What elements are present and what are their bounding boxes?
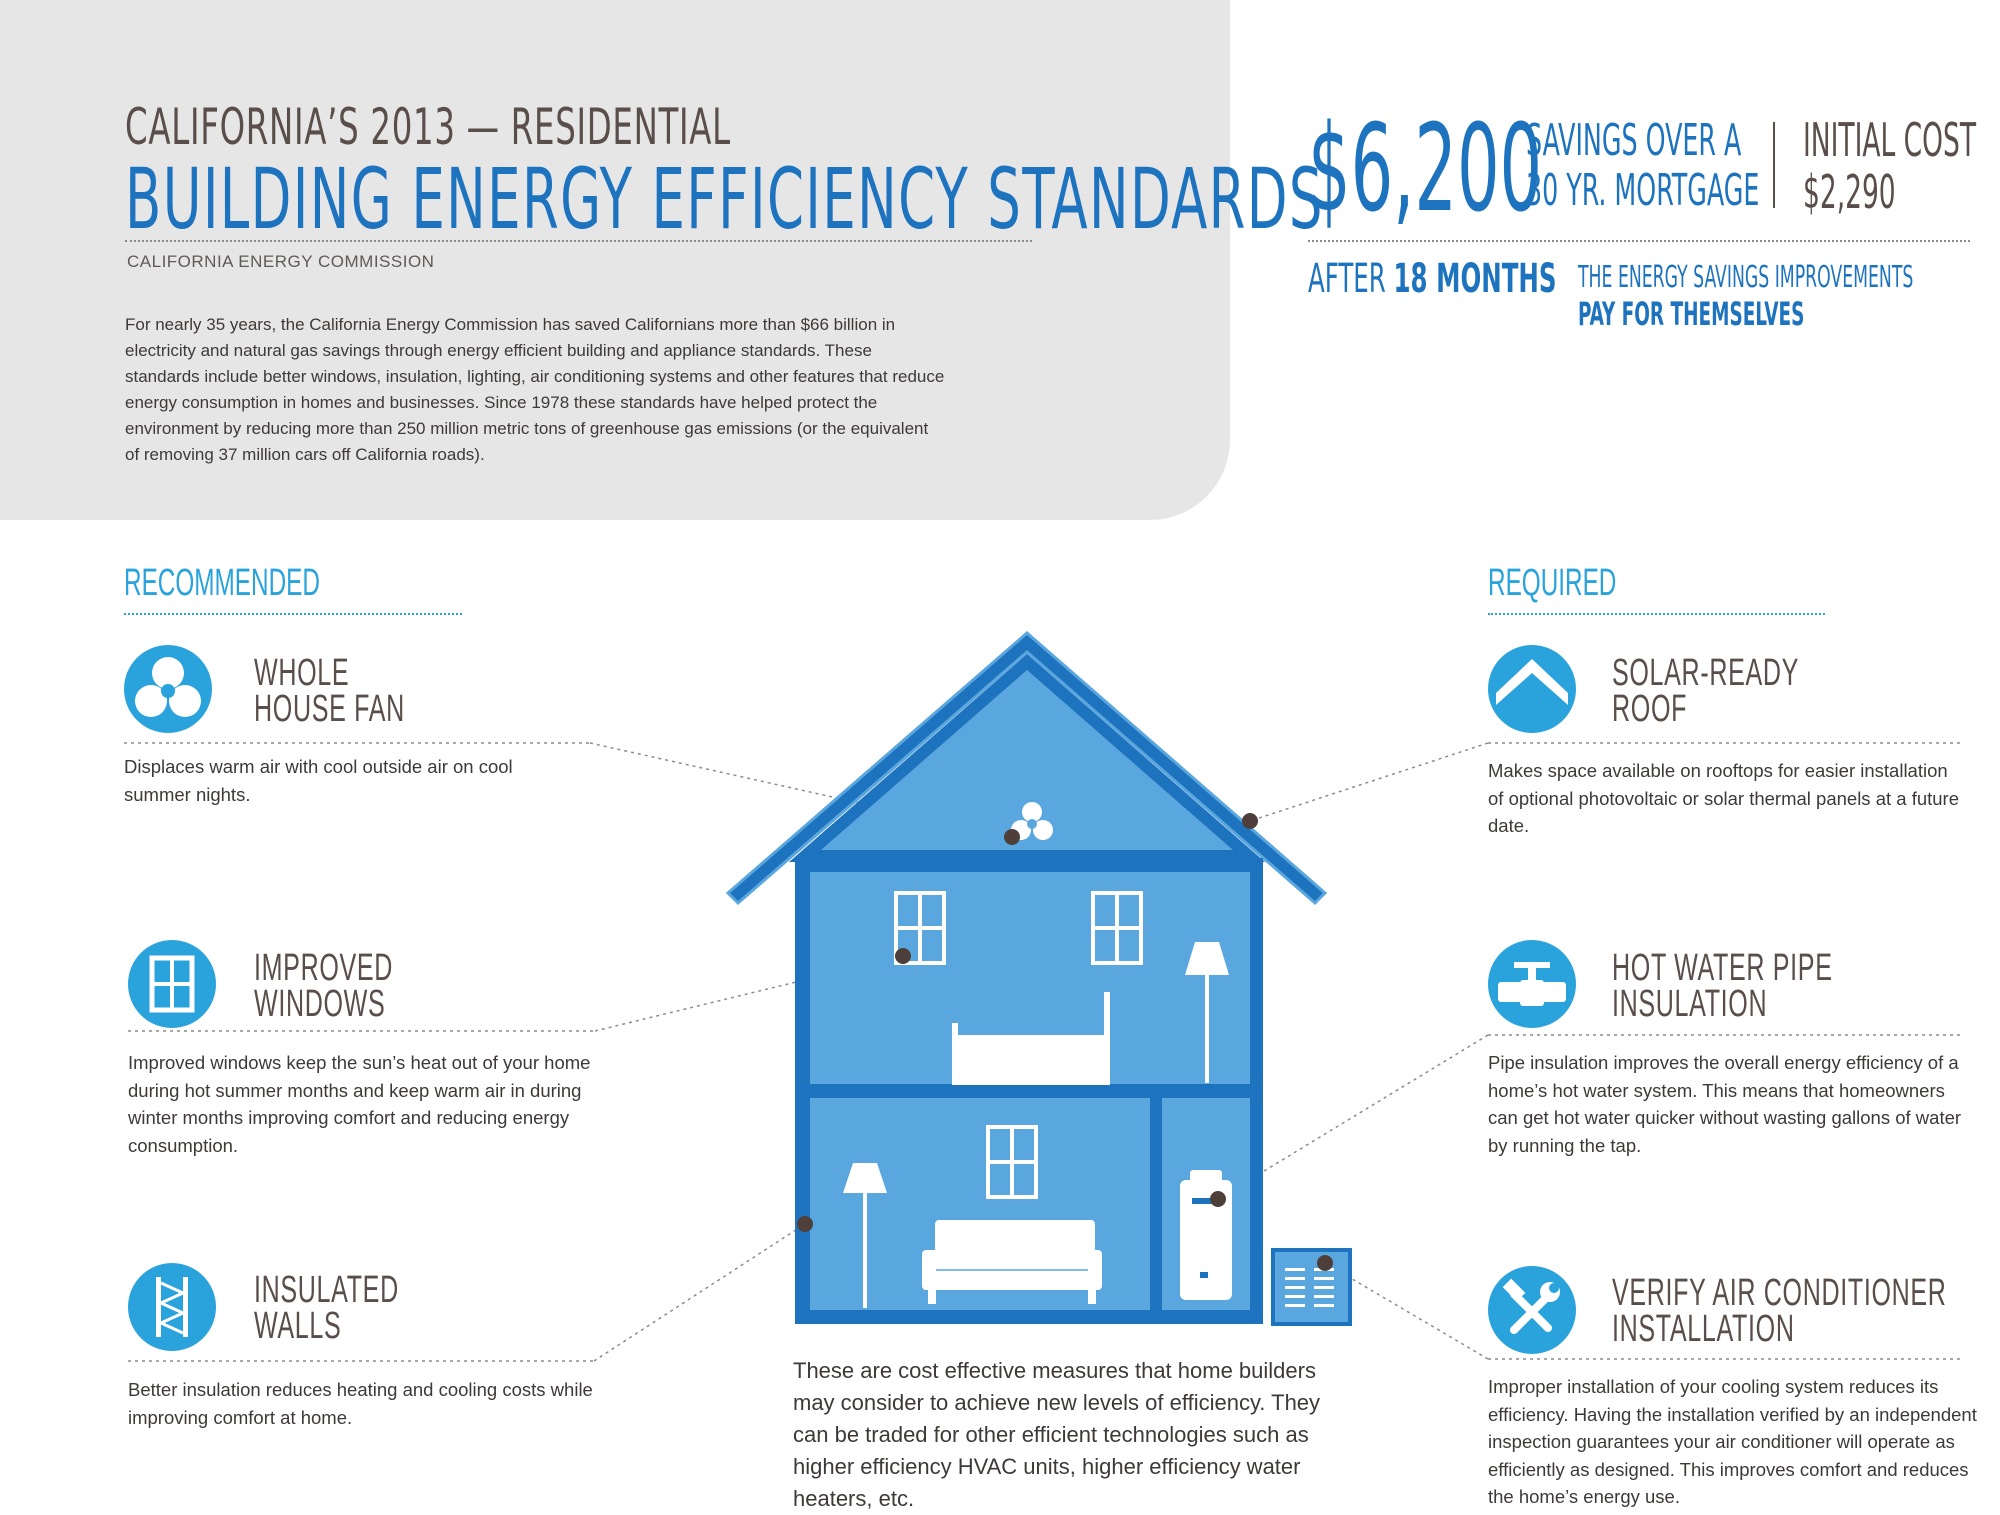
tools-icon xyxy=(1488,1266,1576,1354)
feature-title-line-1: HOT WATER PIPE xyxy=(1612,947,1833,989)
solar-ready-roof-desc: Makes space available on rooftops for easier installation of optional photovoltaic or solar thermal panels at a future date. xyxy=(1488,760,1960,836)
solar-ready-roof-title xyxy=(1612,652,1800,730)
feature-title-line-2: WINDOWS xyxy=(254,983,386,1025)
window-icon xyxy=(128,940,216,1028)
savings-line-1: SAVINGS OVER A xyxy=(1526,115,1742,166)
verify-ac-title xyxy=(1612,1272,1947,1350)
page-title: BUILDING ENERGY EFFICIENCY STANDARDS xyxy=(125,150,1324,248)
whole-house-fan-title xyxy=(254,652,405,730)
feature-title-line-1: WHOLE xyxy=(254,652,350,694)
feature-title-line-1: SOLAR-READY xyxy=(1612,652,1800,694)
feature-title-line-1: VERIFY AIR CONDITIONER xyxy=(1612,1272,1947,1314)
roof-icon xyxy=(1488,645,1576,733)
savings-amount: $6,200 xyxy=(1308,100,1543,239)
whole-house-fan-desc: Displaces warm air with cool outside air on cool summer nights. xyxy=(124,756,513,805)
intro-paragraph: For nearly 35 years, the California Energy Commission has saved Californians more than $66 billion in electricity and natural gas savings through energy efficient building and appliance standards. These standards include better windows, insulation, lighting, air conditioning systems and other features that reduce energy consumption in homes and businesses. Since 1978 these standards have helped protect the environment by reducing more than 250 million metric tons of greenhouse gas emissions (or the equivalent of removing 37 million cars off California roads). xyxy=(125,315,945,464)
payback-line-2: PAY FOR THEMSELVES xyxy=(1578,295,1805,333)
feature-title-line-2: HOUSE FAN xyxy=(254,688,405,730)
feature-title-line-2: INSULATION xyxy=(1612,983,1768,1025)
savings-line-2: 30 YR. MORTGAGE xyxy=(1526,165,1760,216)
payback-months: 18 MONTHS xyxy=(1393,256,1557,302)
initial-cost-value: $2,290 xyxy=(1803,165,1896,219)
initial-cost-label: INITIAL COST xyxy=(1803,113,1977,167)
payback-prefix: AFTER xyxy=(1308,256,1386,302)
required-heading: REQUIRED xyxy=(1488,562,1617,604)
insulated-walls-desc: Better insulation reduces heating and cooling costs while improving comfort at home. xyxy=(128,1379,593,1428)
feature-title-line-2: ROOF xyxy=(1612,688,1688,730)
improved-windows-desc: Improved windows keep the sun’s heat out of your home during hot summer months and keep warm air in during winter months improving comfort and reducing energy consumption. xyxy=(128,1052,591,1156)
feature-title-line-1: INSULATED xyxy=(254,1269,399,1311)
improved-windows-title xyxy=(254,947,394,1025)
agency-name: CALIFORNIA ENERGY COMMISSION xyxy=(127,252,435,271)
hot-water-pipe-title xyxy=(1612,947,1833,1025)
pipe-valve-icon xyxy=(1488,940,1576,1028)
feature-title-line-2: WALLS xyxy=(254,1305,342,1347)
recommended-heading: RECOMMENDED xyxy=(124,562,320,604)
cost-effective-note: These are cost effective measures that home builders may consider to achieve new levels of efficiency. They can be traded for other efficient technologies such as higher efficiency HVAC units, higher efficiency water heaters, etc. xyxy=(793,1358,1321,1511)
fan-icon xyxy=(124,645,212,733)
payback-line-1: THE ENERGY SAVINGS IMPROVEMENTS xyxy=(1578,260,1914,295)
page-pretitle: CALIFORNIA’S 2013 — RESIDENTIAL xyxy=(125,98,731,156)
feature-title-line-1: IMPROVED xyxy=(254,947,394,989)
verify-ac-desc: Improper installation of your cooling system reduces its efficiency. Having the installation verified by an independent inspection guarantees your air conditioner will operate as efficiently as designed. This improves comfort and reduces the home’s energy use. xyxy=(1488,1376,1977,1507)
wall-icon xyxy=(128,1263,216,1351)
hot-water-pipe-desc: Pipe insulation improves the overall energy efficiency of a home’s hot water system. This means that homeowners can get hot water quicker without wasting gallons of water by running the tap. xyxy=(1488,1052,1962,1156)
insulated-walls-title xyxy=(254,1269,399,1347)
feature-title-line-2: INSTALLATION xyxy=(1612,1308,1795,1350)
